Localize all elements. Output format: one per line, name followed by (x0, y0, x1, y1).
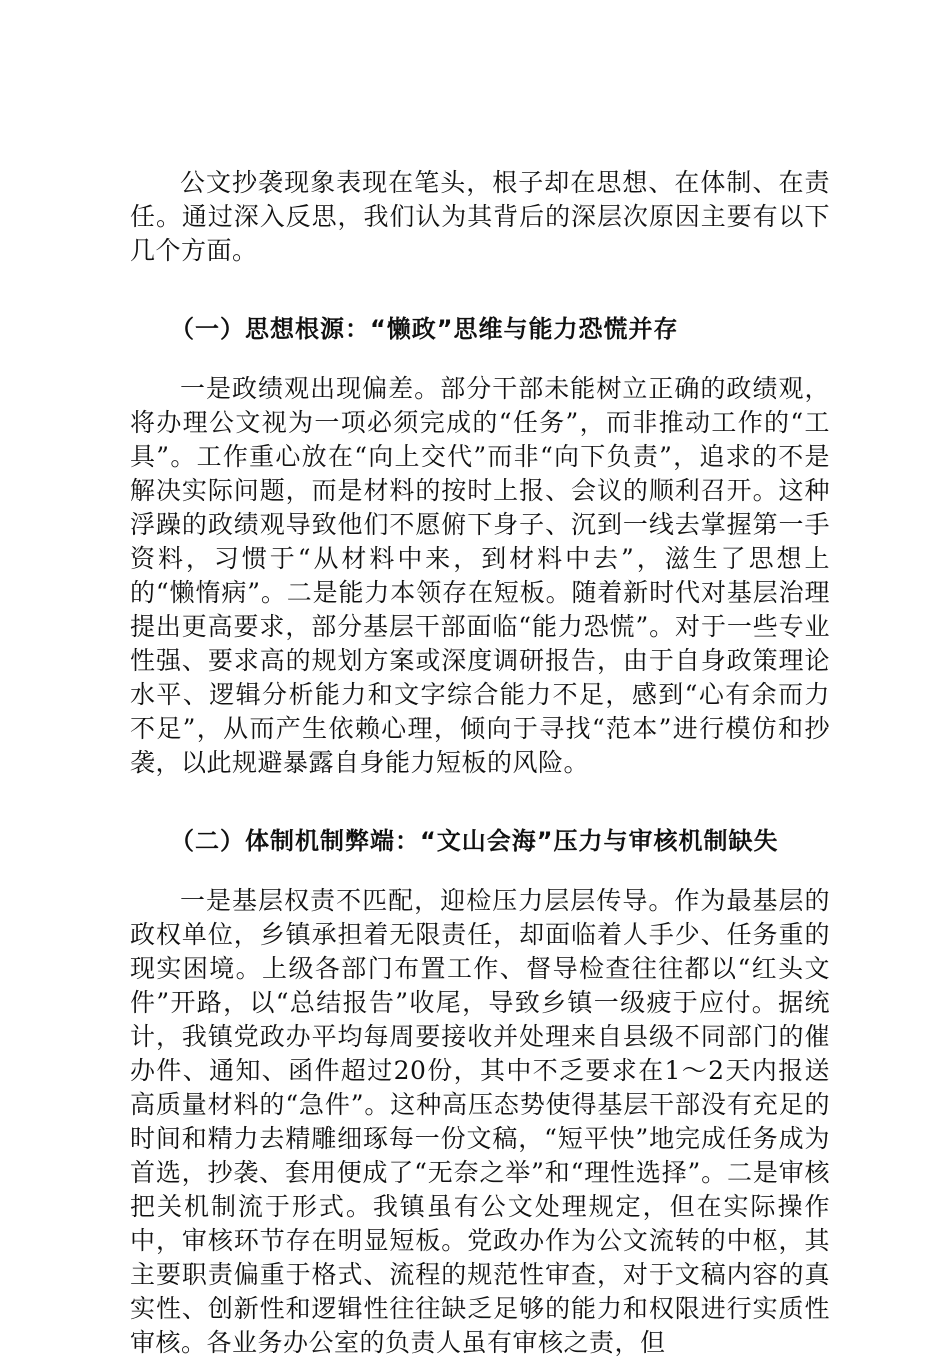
intro-paragraph: 公文抄袭现象表现在笔头，根子却在思想、在体制、在责任。通过深入反思，我们认为其背后的深层次原因主要有以下几个方面。 (130, 168, 830, 265)
section-heading-1: （一）思想根源：“懒政”思维与能力恐慌并存 (170, 315, 679, 343)
section-body-1: 一是政绩观出现偏差。部分干部未能树立正确的政绩观，将办理公文视为一项必须完成的“任务”，而非推动工作的“工具”。工作重心放在“向上交代”而非“向下负责”，追求的不是解决实际问题，而是材料的按时上报、会议的顺利召开。这种浮躁的政绩观导致他们不愿俯下身子、沉到一线去掌握第一手资料，习惯于“从材料中来，到材料中去”，滋生了思想上的“懒惰病”。二是能力本领存在短板。随着新时代对基层治理提出更高要求，部分基层干部面临“能力恐慌”。对于一些专业性强、要求高的规划方案或深度调研报告，由于自身政策理论水平、逻辑分析能力和文字综合能力不足，感到“心有余而力不足”，从而产生依赖心理，倾向于寻找“范本”进行模仿和抄袭，以此规避暴露自身能力短板的风险。 (130, 374, 830, 777)
section-heading-2: （二）体制机制弊端：“文山会海”压力与审核机制缺失 (170, 827, 779, 855)
section-body-2: 一是基层权责不匹配，迎检压力层层传导。作为最基层的政权单位，乡镇承担着无限责任，却面临着人手少、任务重的现实困境。上级各部门布置工作、督导检查往往都以“红头文件”开路，以“总结报告”收尾，导致乡镇一级疲于应付。据统计，我镇党政办平均每周要接收并处理来自县级不同部门的催办件、通知、函件超过20份，其中不乏要求在1～2天内报送高质量材料的“急件”。这种高压态势使得基层干部没有充足的时间和精力去精雕细琢每一份文稿，“短平快”地完成任务成为首选，抄袭、套用便成了“无奈之举”和“理性选择”。二是审核把关机制流于形式。我镇虽有公文处理规定，但在实际操作中，审核环节存在明显短板。党政办作为公文流转的中枢，其主要职责偏重于格式、流程的规范性审查，对于文稿内容的真实性、创新性和逻辑性往往缺乏足够的能力和权限进行实质性审核。各业务办公室的负责人虽有审核之责，但 (130, 886, 830, 1357)
document-body (130, 166, 830, 1360)
